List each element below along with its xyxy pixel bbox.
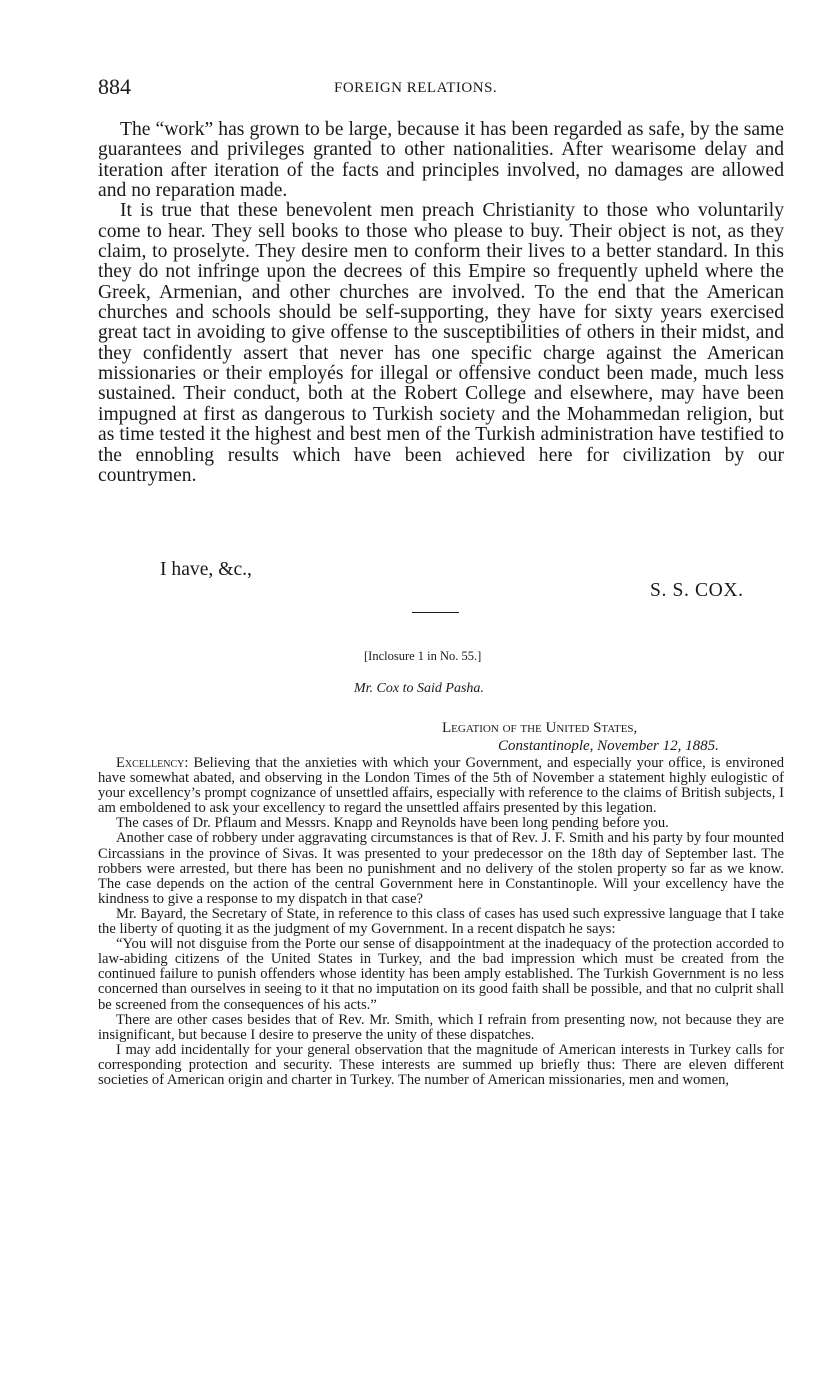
salutation-paragraph xyxy=(98,756,784,816)
letter-paragraph: I may add incidentally for your general observation that the magnitude of American interests in Turkey calls for corresponding protection and security. These interests are summed up briefly thus: There are eleven different societies of American origin and charter in Turkey. The number of American missionaries, men and women, xyxy=(98,1041,784,1088)
running-head: FOREIGN RELATIONS. xyxy=(334,80,498,96)
letter-title: Mr. Cox to Said Pasha. xyxy=(354,681,484,696)
letter-quote-paragraph: “You will not disguise from the Porte our sense of disappointment at the inadequacy of the protection accorded to law-abiding citizens of the United States in Turkey, and the bad impression which must be created from the continued failure to punish offenders whose identity has been amply established. The Turkish Government is no less concerned than ourselves in seeing to it that no imputation on its good faith shall be possible, and that no culprit shall be screened from the consequences of his acts.” xyxy=(98,936,784,1013)
letter-paragraph: There are other cases besides that of Rev. Mr. Smith, which I refrain from presenting now, not because they are insignificant, but because I desire to preserve the unity of these dispatches. xyxy=(98,1011,784,1043)
main-paragraph: It is true that these benevolent men preach Christianity to those who voluntarily come to hear. They sell books to those who please to buy. Their object is not, as they claim, to proselyte. They desire men to conform their lives to a better standard. In this they do not infringe upon the decrees of this Empire so frequently upheld where the Greek, Armenian, and other churches are involved. To the end that the American churches and schools should be self-supporting, they have for sixty years exercised great tact in avoiding to give offense to the susceptibilities of others in their midst, and they confidently assert that never has one specific charge against the American missionaries or their employés for illegal or offensive conduct been made, much less sustained. Their conduct, both at the Robert College and elsewhere, may have been impugned at first as dangerous to Turkish society and the Mohammedan religion, but as time tested it the highest and best men of the Turkish administration have testified to the ennobling results which have been achieved here for civilization by our countrymen. xyxy=(98,200,784,486)
signature: S. S. COX. xyxy=(650,580,744,601)
letter-paragraph: The cases of Dr. Pflaum and Messrs. Knapp and Reynolds have been long pending before you. xyxy=(116,815,669,832)
legation-suffix: United States, xyxy=(545,720,638,736)
inclosure-letter-body xyxy=(98,756,784,1088)
salutation-paragraph-text: : Believing that the anxieties with which your Government, and especially your office, is environed have somewhat abated, and observing in the London Times of the 5th of November a statement highly eulogistic of your excellency’s prompt cognizance of unsettled affairs, especially with reference to the claims of British subjects, I am emboldened to ask your excellency to regard the unsettled affairs presented by this legation. xyxy=(98,755,784,817)
main-letter-body xyxy=(98,120,784,486)
letter-place-date: Constantinople, November 12, 1885. xyxy=(498,738,719,754)
salutation: Excellency xyxy=(116,755,185,771)
main-paragraph: The “work” has grown to be large, because it has been regarded as safe, by the same guarantees and privileges granted to other nationalities. After wearisome delay and iteration after iteration of the facts and principles involved, no damages are allowed and no reparation made. xyxy=(98,119,784,202)
letter-closing: I have, &c., xyxy=(160,559,252,580)
section-divider xyxy=(412,612,459,613)
letter-paragraph: Another case of robbery under aggravating circumstances is that of Rev. J. F. Smith and his party by four mounted Circassians in the province of Sivas. It was presented to your predecessor on the 18th day of September last. The robbers were arrested, but there has been no punishment and no delivery of the stolen property so far as we know. The case depends on the action of the central Government here in Constantinople. Will your excellency have the kindness to give a response to my dispatch in that case? xyxy=(98,830,784,907)
letter-paragraph: Mr. Bayard, the Secretary of State, in reference to this class of cases has used such expressive language that I take the liberty of quoting it as the judgment of my Government. In a recent dispatch he says: xyxy=(98,905,784,938)
inclosure-label: [Inclosure 1 in No. 55.] xyxy=(364,649,482,663)
legation-prefix: Legation of the xyxy=(442,720,542,736)
letterhead-legation xyxy=(442,720,637,737)
page-number: 884 xyxy=(98,74,131,99)
